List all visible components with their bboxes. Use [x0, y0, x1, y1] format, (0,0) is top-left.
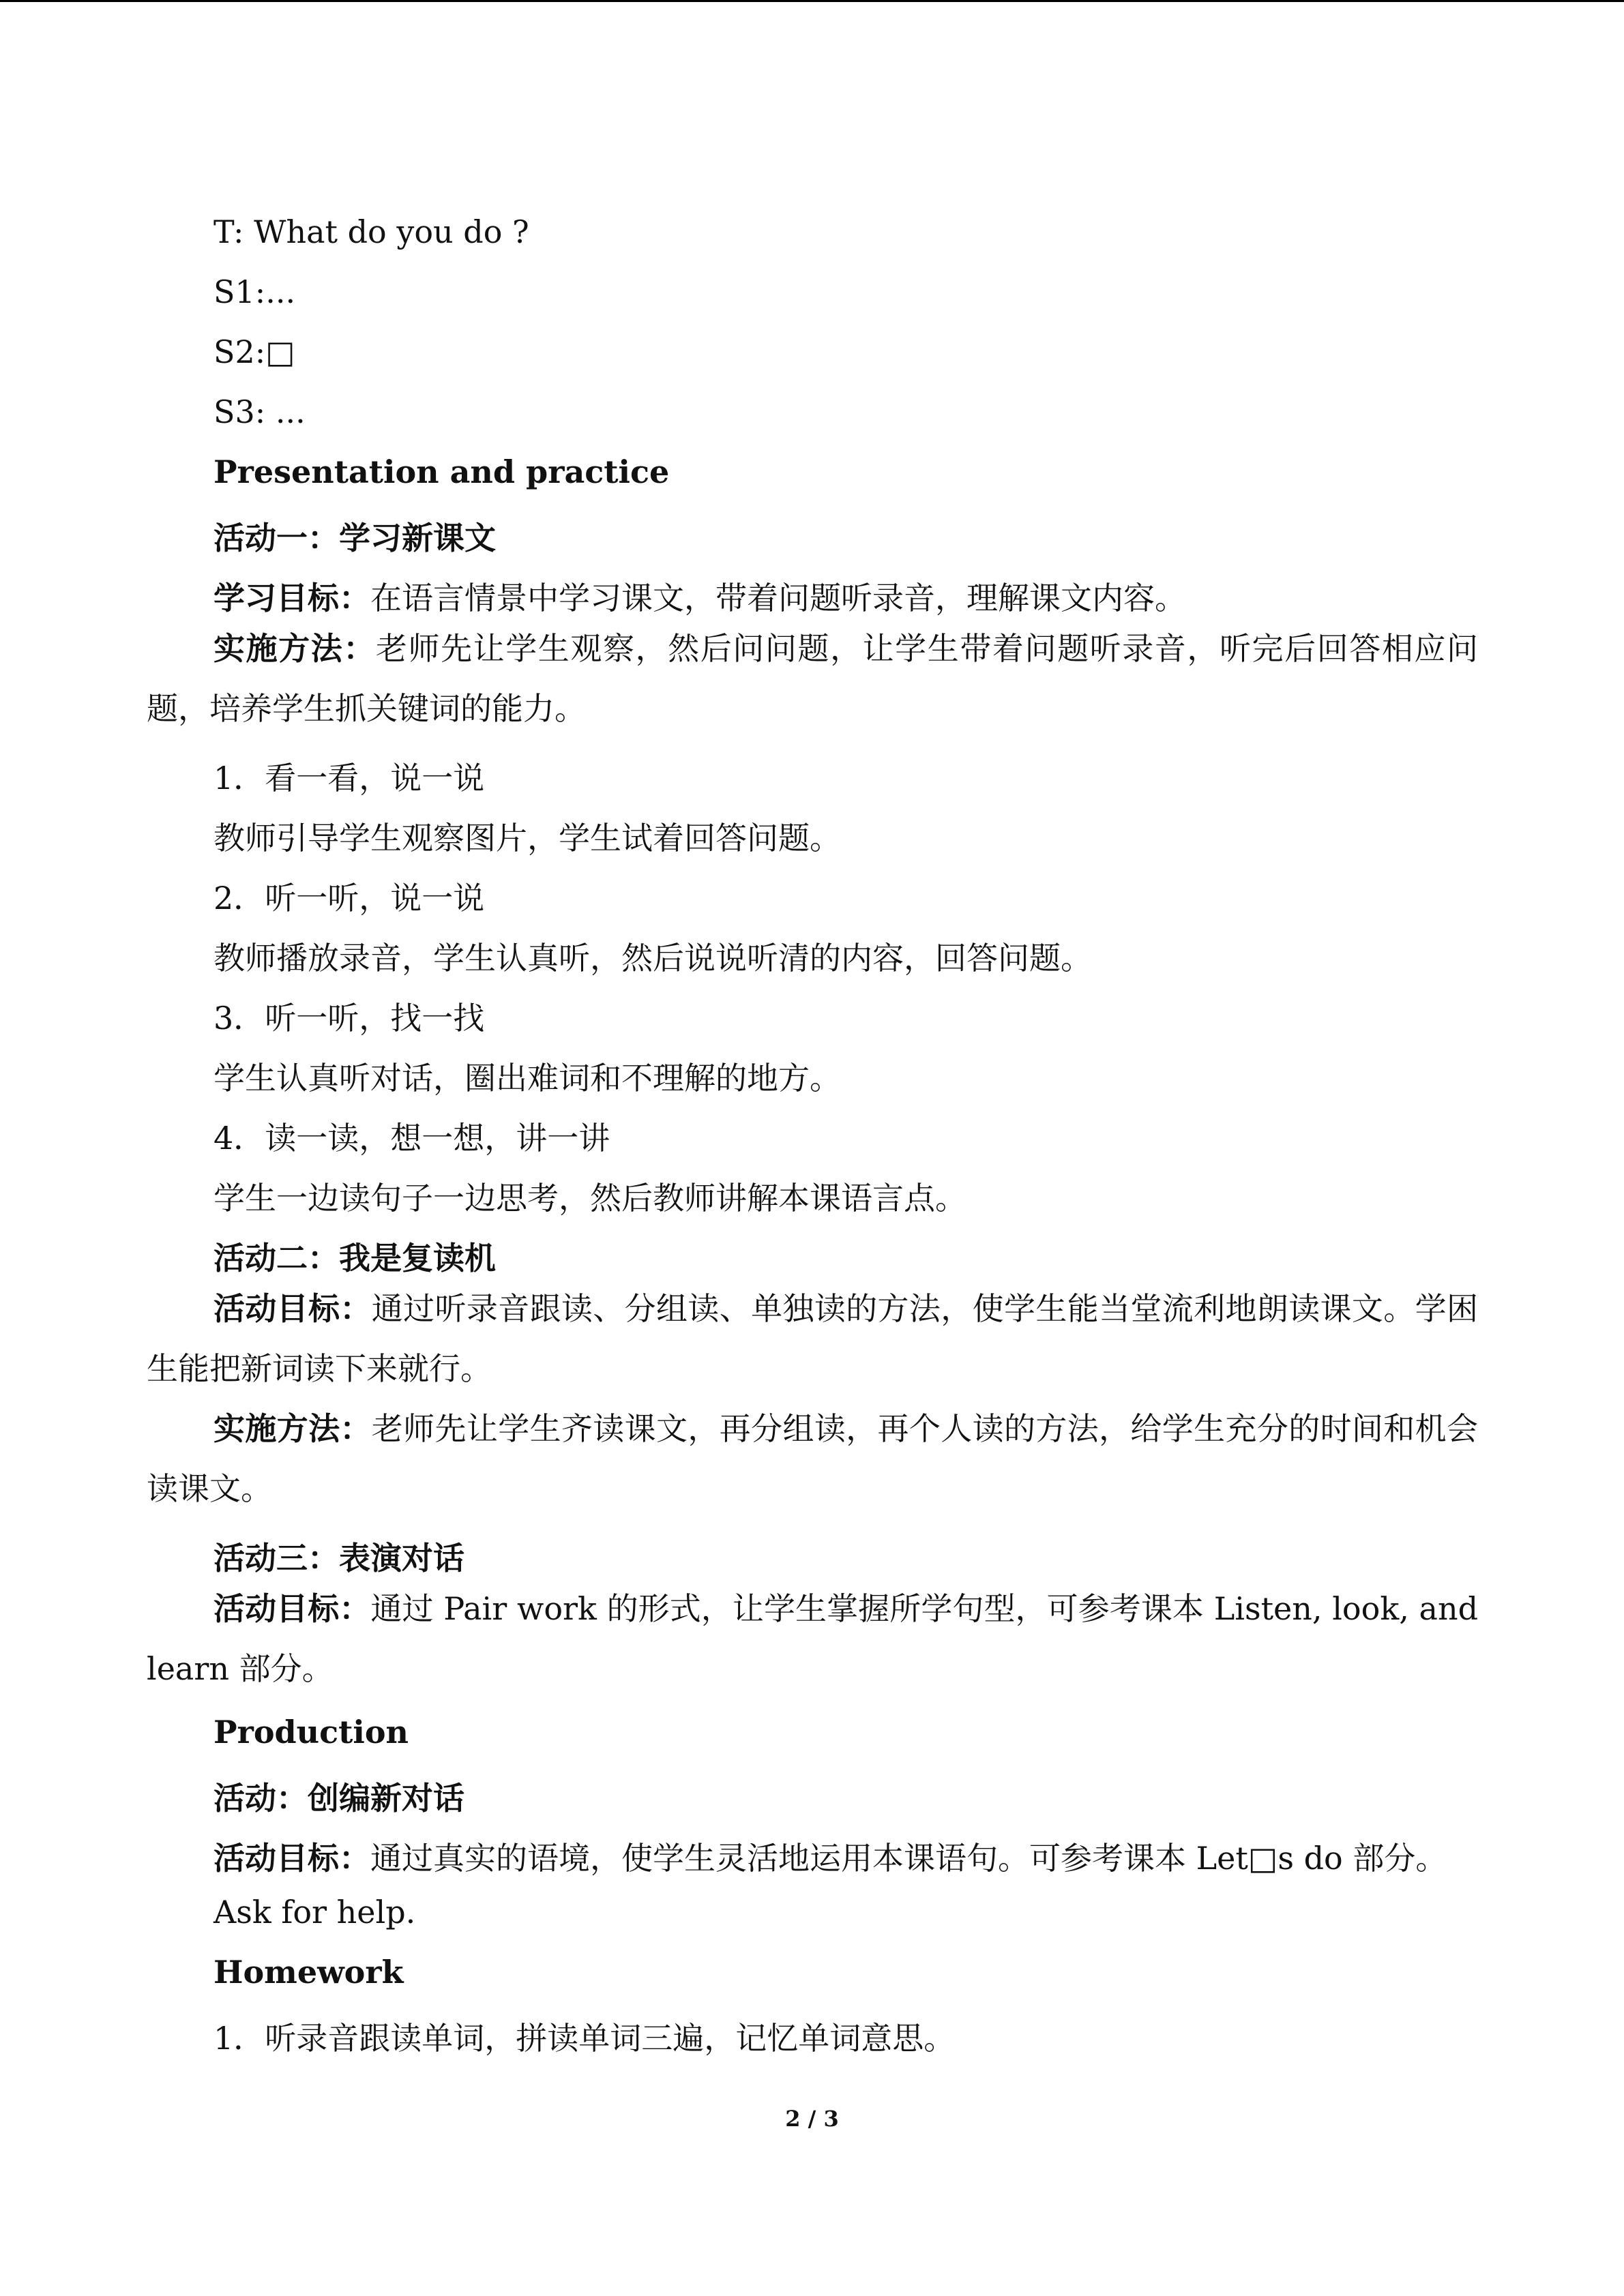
step4-title: 4．读一读，想一想，讲一讲: [213, 1120, 610, 1157]
activity3-goal-text: 通过 Pair work 的形式，让学生掌握所学句型，可参考课本 Listen, look, and learn 部分。: [147, 1590, 1479, 1687]
activity4-goal: [213, 1834, 1447, 1879]
s2-line: S2:□: [213, 333, 295, 370]
ask-for-help: Ask for help.: [213, 1894, 416, 1930]
activity2-goal-text: 通过听录音跟读、分组读、单独读的方法，使学生能当堂流利地朗读课文。学困生能把新词读下来就行。: [147, 1290, 1479, 1387]
production-heading: Production: [213, 1714, 409, 1750]
presentation-heading: Presentation and practice: [213, 453, 670, 490]
activity1-method: [147, 618, 1478, 739]
step4-text: 学生一边读句子一边思考，然后教师讲解本课语言点。: [213, 1180, 966, 1217]
activity4-goal-label: 活动目标：: [213, 1840, 370, 1877]
activity2-method-text: 老师先让学生齐读课文，再分组读，再个人读的方法，给学生充分的时间和机会读课文。: [147, 1410, 1479, 1507]
step1-text: 教师引导学生观察图片，学生试着回答问题。: [213, 820, 841, 856]
activity2-method-label: 实施方法：: [213, 1410, 372, 1447]
activity2-goal-label: 活动目标：: [213, 1290, 372, 1327]
activity1-method-label: 实施方法：: [213, 630, 376, 667]
activity4-title: 活动：创编新对话: [213, 1780, 464, 1817]
activity3-goal: [147, 1579, 1478, 1699]
step3-title: 3．听一听，找一找: [213, 1000, 485, 1037]
activity1-method-text: 老师先让学生观察，然后问问题，让学生带着问题听录音，听完后回答相应问题，培养学生抓关键词的能力。: [147, 630, 1479, 727]
activity1-goal: [213, 573, 1186, 618]
activity1-goal-label: 学习目标：: [213, 580, 370, 616]
page-number: 2 / 3: [785, 2106, 839, 2132]
step2-title: 2．听一听，说一说: [213, 880, 485, 916]
homework-item-1: 1．听录音跟读单词，拼读单词三遍，记忆单词意思。: [213, 2020, 956, 2057]
activity3-goal-label: 活动目标：: [213, 1590, 371, 1627]
activity2-method: [147, 1399, 1478, 1519]
step1-title: 1．看一看，说一说: [213, 760, 485, 796]
activity1-title: 活动一：学习新课文: [213, 520, 496, 556]
activity1-goal-text: 在语言情景中学习课文，带着问题听录音，理解课文内容。: [370, 580, 1186, 616]
s1-line: S1:...: [213, 273, 296, 310]
step2-text: 教师播放录音，学生认真听，然后说说听清的内容，回答问题。: [213, 940, 1092, 976]
step3-text: 学生认真听对话，圈出难词和不理解的地方。: [213, 1060, 841, 1097]
s3-line: S3: ...: [213, 393, 306, 430]
activity2-goal: [147, 1279, 1478, 1399]
t-question: T: What do you do ?: [213, 213, 529, 250]
activity2-title: 活动二：我是复读机: [213, 1240, 496, 1277]
activity4-goal-text: 通过真实的语境，使学生灵活地运用本课语句。可参考课本 Let□s do 部分。: [370, 1840, 1447, 1877]
homework-heading: Homework: [213, 1954, 404, 1991]
activity3-title: 活动三：表演对话: [213, 1540, 464, 1577]
